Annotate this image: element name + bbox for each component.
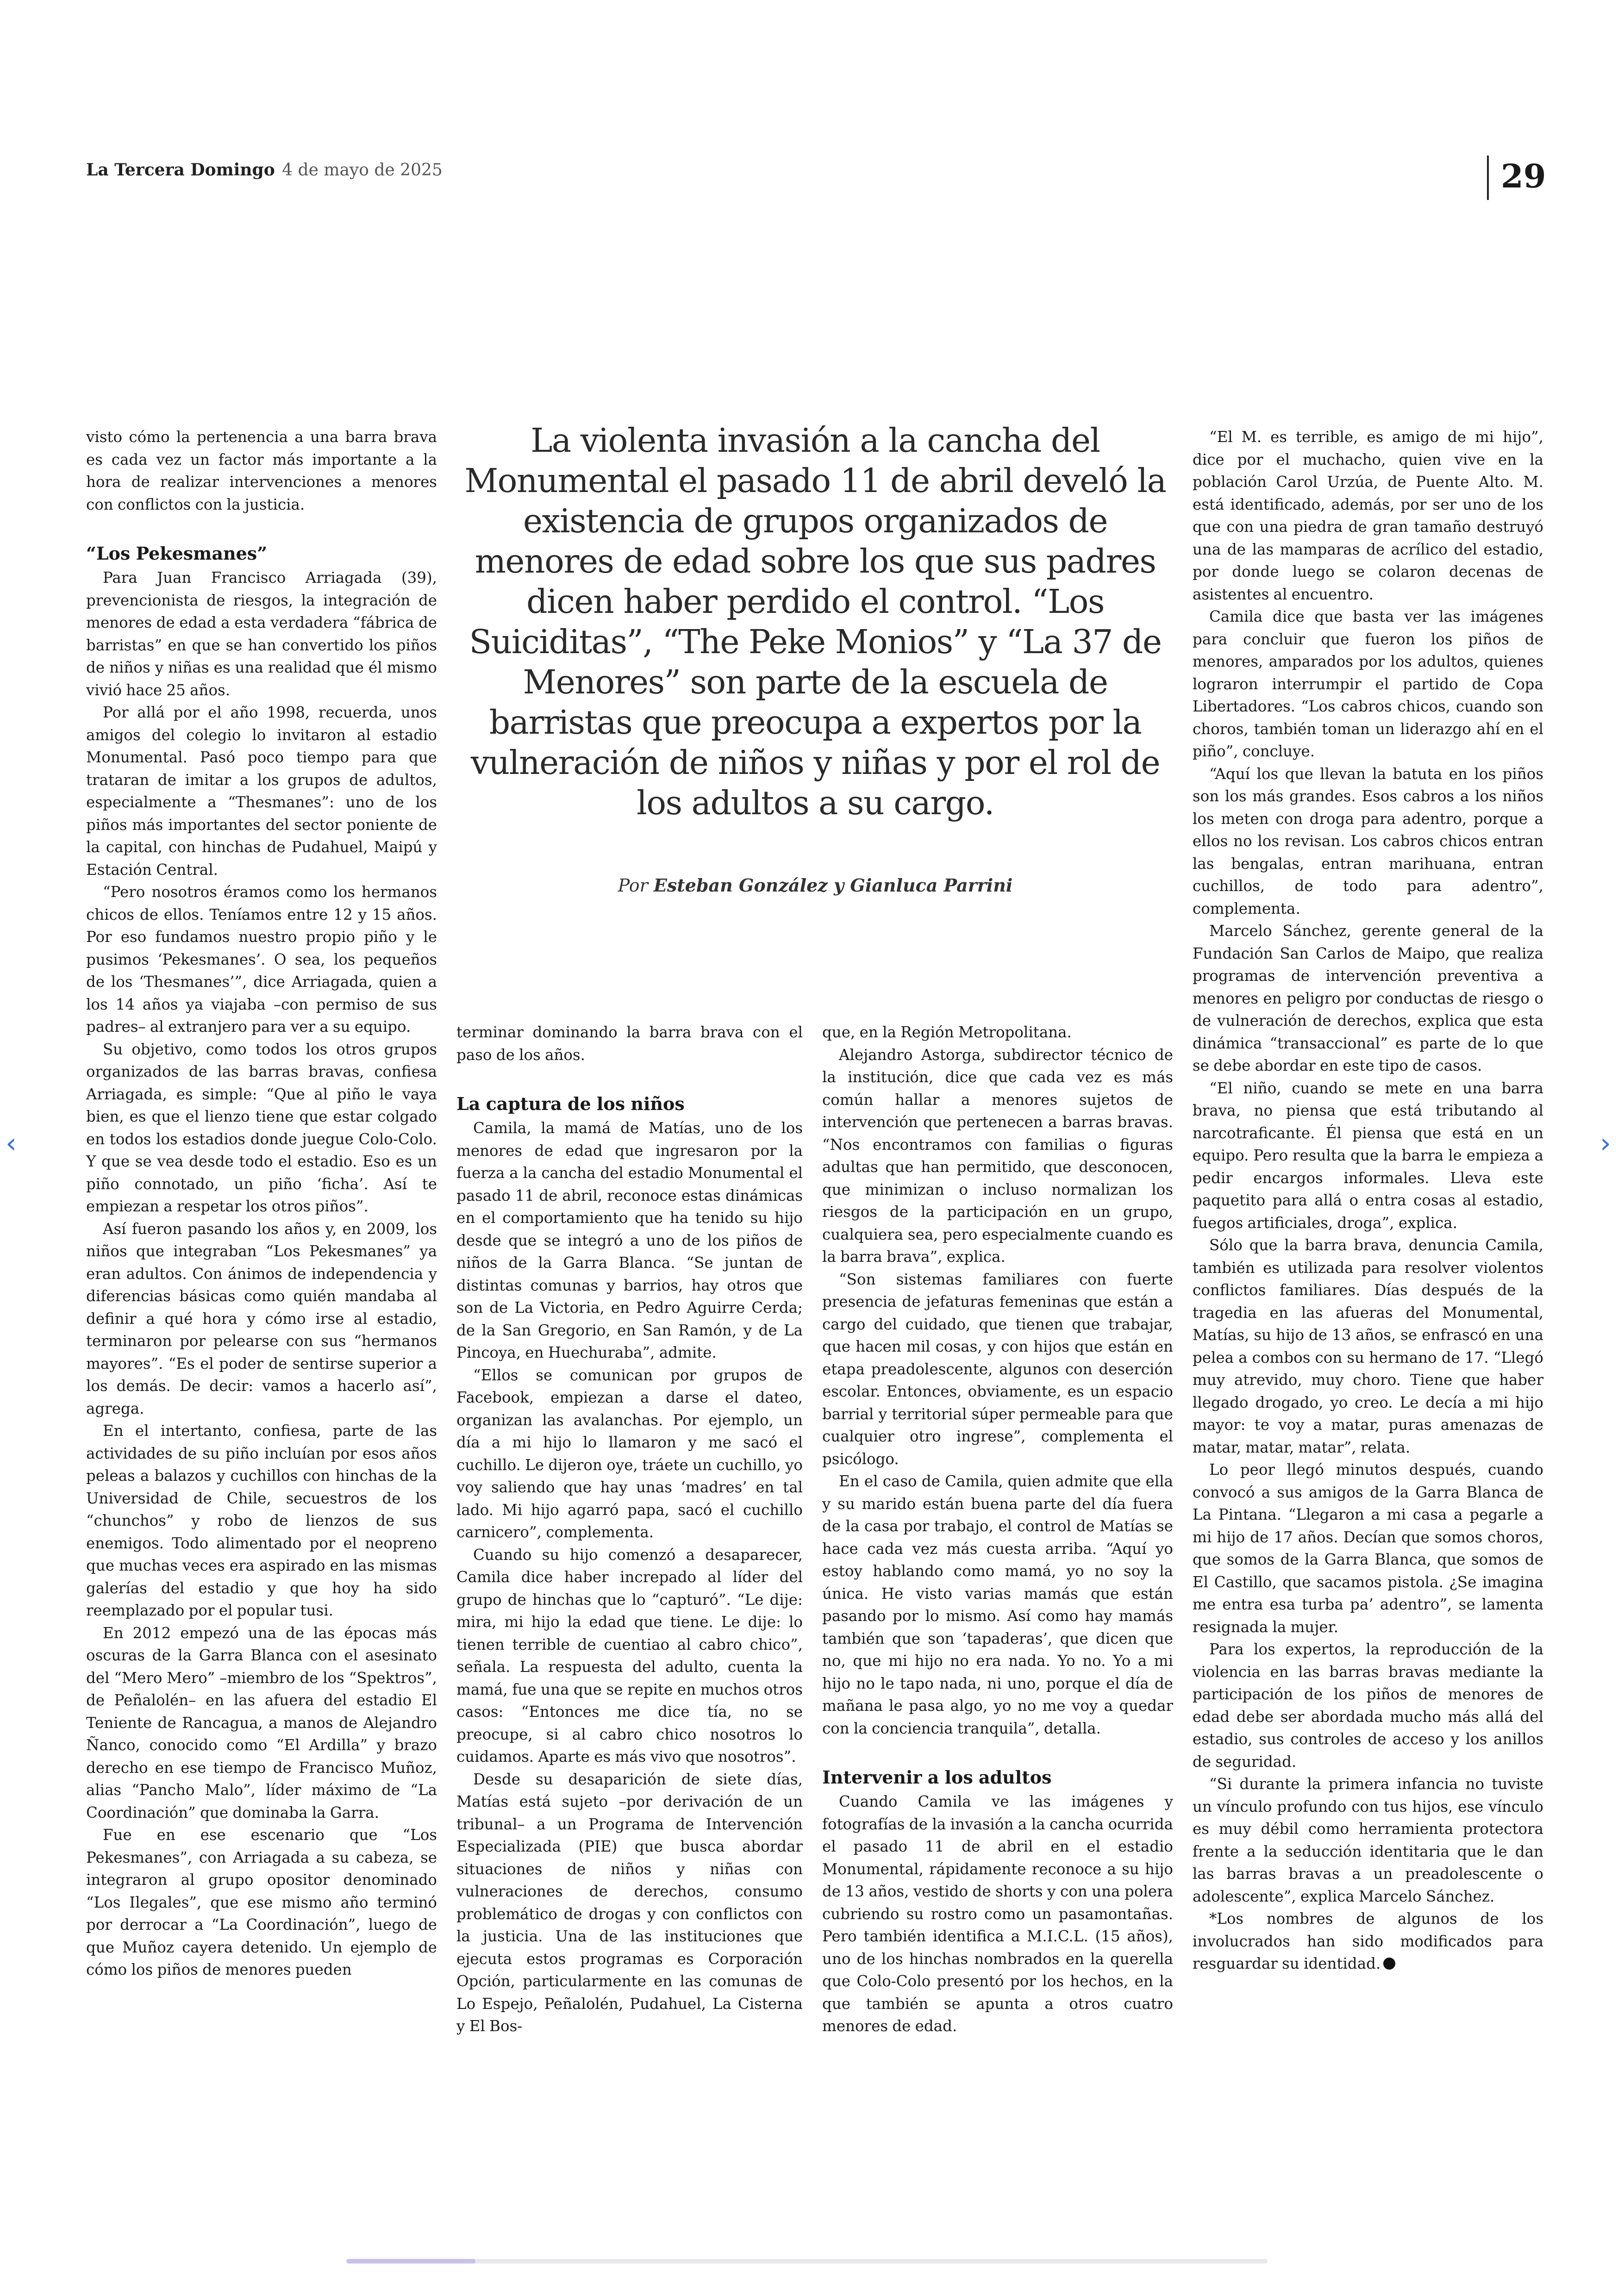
footnote: [1193, 1908, 1543, 1975]
page-number: 29: [1487, 156, 1546, 200]
paragraph: terminar dominando la barra brava con el paso de los años.: [456, 1023, 803, 1064]
paragraph: Cuando Camila ve las imágenes y fotografías de la invasión a la cancha ocurrida el pasado 11 de abril en el estadio Monumental, rápidamente reconoce a su hijo de 13 años, vestido de shorts y con una polera cubriendo su rostro como un pasamontañas. Pero también identifica a M.I.C.L. (15 años), uno de los hinchas nombrados en la querella que Colo-Colo presentó por los hechos, en la que también se apunta a otros cuatro menores de edad.: [822, 1793, 1173, 2035]
publication-date: 4 de mayo de 2025: [282, 161, 443, 180]
paragraph: En el intertanto, confiesa, parte de las actividades de su piño incluían por esos años peleas a balazos y cuchillos con hinchas de la Universidad de Chile, secuestros de los “chunchos” y robo de lienzos de sus enemigos. Todo alimentado por el neopreno que muchas veces era aspirado en las mismas galerías del estadio y que hoy ha sido reemplazado por el popular tusi.: [86, 1422, 437, 1619]
paragraph: “El M. es terrible, es amigo de mi hijo”, dice por el muchacho, quien vive en la población Carol Urzúa, de Puente Alto. M. está identificado, además, por ser uno de los que con una piedra de gran tamaño destruyó una de las mamparas de acrílico del estadio, por donde luego se colaron decenas de asistentes al encuentro.: [1193, 428, 1543, 603]
byline-prefix: Por: [618, 875, 648, 896]
lead-summary: La violenta invasión a la cancha del Monumental el pasado 11 de abril develó la existencia de grupos organizados de menores de edad sobre los que sus padres dicen haber perdido el control. “Los Suiciditas”, “The Peke Monios” y “La 37 de Menores” son parte de la escuela de barristas que preocupa a expertos por la vulneración de niños y niñas y por el rol de los adultos a su cargo.: [464, 421, 1166, 822]
paragraph: En el caso de Camila, quien admite que ella y su marido están buena parte del día fuera de la casa por trabajo, el control de Matías se hace cada vez más cuesta arriba. “Aquí yo estoy hablando como mamá, yo no soy la única. He visto varias mamás que están pasando por lo mismo. Así como hay mamás también que son ‘tapaderas’, que dicen que no, que mi hijo no era nada. Yo no. Yo a mi hijo no le tapo nada, ni uno, porque el día de mañana le pasa algo, yo no me voy a quedar con la conciencia tranquila”, detalla.: [822, 1472, 1173, 1737]
paragraph: Para los expertos, la reproducción de la violencia en las barras bravas mediante la participación de los piños de menores de edad debe ser abordada mucho más allá del estadio, sus controles de acceso y los anillos de seguridad.: [1193, 1640, 1543, 1771]
byline-authors: Esteban González y Gianluca Parrini: [653, 875, 1013, 896]
paragraph: “El niño, cuando se mete en una barra brava, no piensa que está tributando al narcotraficante. Él piensa que está en un equipo. Pero resulta que la barra le empieza a pedir encargos informales. Lleva este paquetito para allá o entra cosas al estadio, fuegos artificiales, droga”, explica.: [1193, 1079, 1543, 1232]
paragraph: Por allá por el año 1998, recuerda, unos amigos del colegio lo invitaron al estadio Monumental. Pasó poco tiempo para que trataran de imitar a los grupos de adultos, especialmente a “Thesmanes”: uno de los piños más importantes del sector poniente de la capital, con hinchas de Pudahuel, Maipú y Estación Central.: [86, 704, 437, 879]
section-heading: La captura de los niños: [456, 1093, 685, 1114]
paragraph: Camila, la mamá de Matías, uno de los menores de edad que ingresaron por la fuerza a la cancha del estadio Monumental el pasado 11 de abril, reconoce estas dinámicas en el comportamiento que ha tenido su hijo desde que se integró a uno de los piños de niños de la Garra Blanca. “Se juntan de distintas comunas y barrios, hay otros que son de La Victoria, en Pedro Aguirre Cerda; de la San Gregorio, en San Ramón, y de La Pincoya, en Huechuraba”, admite.: [456, 1119, 803, 1361]
paragraph: “Pero nosotros éramos como los hermanos chicos de ellos. Teníamos entre 12 y 15 años. Por eso fundamos nuestro propio piño y le pusimos ‘Pekesmanes’. O sea, los pequeños de los ‘Thesmanes’”, dice Arriagada, quien a los 14 años ya viajaba –con permiso de sus padres– al extranjero para ver a su equipo.: [86, 883, 437, 1035]
column-1: [86, 426, 437, 1981]
paragraph: Camila dice que basta ver las imágenes para concluir que fueron los piños de menores, amparados por los adultos, quienes lograron interrumpir el partido de Copa Libertadores. “Los cabros chicos, cuando son choros, también toman un liderazgo ahí en el piño”, concluye.: [1193, 608, 1543, 760]
byline: [461, 875, 1169, 896]
chevron-left-icon[interactable]: ‹: [6, 1127, 17, 1160]
chevron-right-icon[interactable]: ›: [1600, 1127, 1611, 1160]
paragraph: Su objetivo, como todos los otros grupos organizados de las barras bravas, confiesa Arriagada, es simple: “Que al piño le vaya bien, es que el lienzo tiene que estar colgado en todos los estadios donde juegue Colo-Colo. Y que se vea desde todo el estadio. Eso es un piño connotado, un piño ‘ficha’. Así te empiezan a respetar los otros piños”.: [86, 1040, 437, 1215]
paragraph: “Son sistemas familiares con fuerte presencia de jefaturas femeninas que están a cargo del cuidado, que tienen que trabajar, que hacen mil cosas, y con hijos que están en etapa preadolescente, algunos con deserción escolar. Entonces, obviamente, es un espacio barrial y territorial súper permeable para que cualquier otro ingrese”, complementa el psicólogo.: [822, 1270, 1173, 1468]
column-4: [1193, 426, 1543, 1975]
paragraph: En 2012 empezó una de las épocas más oscuras de la Garra Blanca con el asesinato del “Mero Mero” –miembro de los “Spektros”, de Peñalolén– en las afuera del estadio El Teniente de Rancagua, a manos de Alejandro Ñanco, conocido como “El Ardilla” y brazo derecho en ese tiempo de Francisco Muñoz, alias “Pancho Malo”, líder máximo de “La Coordinación” que dominaba la Garra.: [86, 1624, 437, 1821]
paragraph: Marcelo Sánchez, gerente general de la Fundación San Carlos de Maipo, que realiza programas de intervención preventiva a menores en peligro por conductas de riesgo o de vulneración de derechos, explica que esta dinámica “transaccional” es parte de lo que se debe abordar en este tipo de casos.: [1193, 922, 1543, 1074]
paragraph: visto cómo la pertenencia a una barra brava es cada vez un factor más importante a la hora de realizar intervenciones a menores con conflictos con la justicia.: [86, 428, 437, 513]
footnote-text: *Los nombres de algunos de los involucrados han sido modificados para resguardar su identidad.: [1193, 1910, 1543, 1972]
paragraph: “Ellos se comunican por grupos de Facebook, empiezan a darse el dateo, organizan las avalanchas. Por ejemplo, un día a mi hijo lo llamaron y me sacó el cuchillo. Le dijeron oye, tráete un cuchillo, yo voy saliendo que hay unas ‘madres’ en tal lado. Mi hijo agarró papa, sacó el cuchillo carnicero”, complementa.: [456, 1366, 803, 1541]
paragraph: “Aquí los que llevan la batuta en los piños son los más grandes. Esos cabros a los niños los meten con droga para adentro, porque a ellos no los revisan. Los cabros chicos entran las bengalas, entran marihuana, entran cuchillos, de todo para adentro”, complementa.: [1193, 765, 1543, 917]
paragraph: Para Juan Francisco Arriagada (39), prevencionista de riesgos, la integración de menores de edad a esta verdadera “fábrica de barristas” en que se han convertido los piños de niños y niñas es una realidad que él mismo vivió hace 25 años.: [86, 569, 437, 699]
reading-progress-fill: [346, 2259, 475, 2264]
column-2: [456, 1021, 803, 2038]
section-heading: “Los Pekesmanes”: [86, 543, 268, 564]
paragraph: Lo peor llegó minutos después, cuando convocó a sus amigos de la Garra Blanca de La Pintana. “Llegaron a mi casa a pegarle a mi hijo de 17 años. Decían que somos choros, que somos de la Garra Blanca, que somos de El Castillo, que sacamos pistola. ¿Se imagina me entra esa turba pa’ adentro”, se lamenta resignada la mujer.: [1193, 1461, 1543, 1636]
publication-line: [86, 160, 443, 180]
paragraph: Fue en ese escenario que “Los Pekesmanes”, con Arriagada a su cabeza, se integraron al grupo opositor denominado “Los Ilegales”, que ese mismo año terminó por derrocar a “La Coordinación”, luego de que Muñoz cayera detenido. Un ejemplo de cómo los piños de menores pueden: [86, 1826, 437, 1978]
paragraph: Desde su desaparición de siete días, Matías está sujeto –por derivación de un tribunal– a un Programa de Intervención Especializada (PIE) que busca abordar situaciones de niños y niñas con vulneraciones de derechos, consumo problemático de drogas y con conflictos con la justicia. Una de las instituciones que ejecuta estos programas es Corporación Opción, particularmente en las comunas de Lo Espejo, Peñalolén, Pudahuel, La Cisterna y El Bos-: [456, 1770, 803, 2035]
paragraph: Cuando su hijo comenzó a desaparecer, Camila dice haber increpado al líder del grupo de hinchas que lo “capturó”. “Le dije: mira, mi hijo la edad que tiene. Le dije: lo tienen terrible de cuentiao al cabro chico”, señala. La respuesta del adulto, cuenta la mamá, fue una que se repite en muchos otros casos: “Entonces me dice tía, no se preocupe, si al cabro chico nosotros lo cuidamos. Aparte es más vivo que nosotros”.: [456, 1546, 803, 1765]
reading-progress-bar: [346, 2259, 1268, 2264]
paragraph: Alejandro Astorga, subdirector técnico de la institución, dice que cada vez es más común hallar a menores sujetos de intervención que pertenecen a barras bravas. “Nos encontramos con familias o figuras adultas que han permitido, que desconocen, que minimizan o incluso normalizan los riesgos de la participación en un grupo, cualquiera sea, pero especialmente cuando es la barra brava”, explica.: [822, 1046, 1173, 1266]
section-heading: Intervenir a los adultos: [822, 1767, 1052, 1788]
paragraph: “Si durante la primera infancia no tuviste un vínculo profundo con tus hijos, ese vínculo es muy débil como herramienta protectora frente a la seducción identitaria que le dan las barras bravas a un preadolescente o adolescente”, explica Marcelo Sánchez.: [1193, 1775, 1543, 1905]
paragraph: Sólo que la barra brava, denuncia Camila, también es utilizada para resolver violentos conflictos familiares. Días después de la tragedia en las afueras del Monumental, Matías, su hijo de 13 años, se enfrascó en una pelea a combos con su hermano de 17. “Llegó muy atrevido, muy choro. Tiene que haber llegado drogado, yo creo. Le decía a mi hijo mayor: te voy a matar, puras amenazas de matar, matar, matar”, relata.: [1193, 1236, 1543, 1456]
paragraph: que, en la Región Metropolitana.: [822, 1023, 1072, 1041]
column-3: [822, 1021, 1173, 2038]
publication-name: La Tercera Domingo: [86, 160, 275, 180]
end-mark-icon: [1383, 1958, 1395, 1970]
paragraph: Así fueron pasando los años y, en 2009, los niños que integraban “Los Pekesmanes” ya eran adultos. Con ánimos de independencia y diferencias básicas como quién mandaba al definir a qué hora y cómo irse al estadio, terminaron por pelearse con sus “hermanos mayores”. “Es el poder de sentirse superior a los demás. De decir: vamos a hacerlo así”, agrega.: [86, 1220, 437, 1417]
